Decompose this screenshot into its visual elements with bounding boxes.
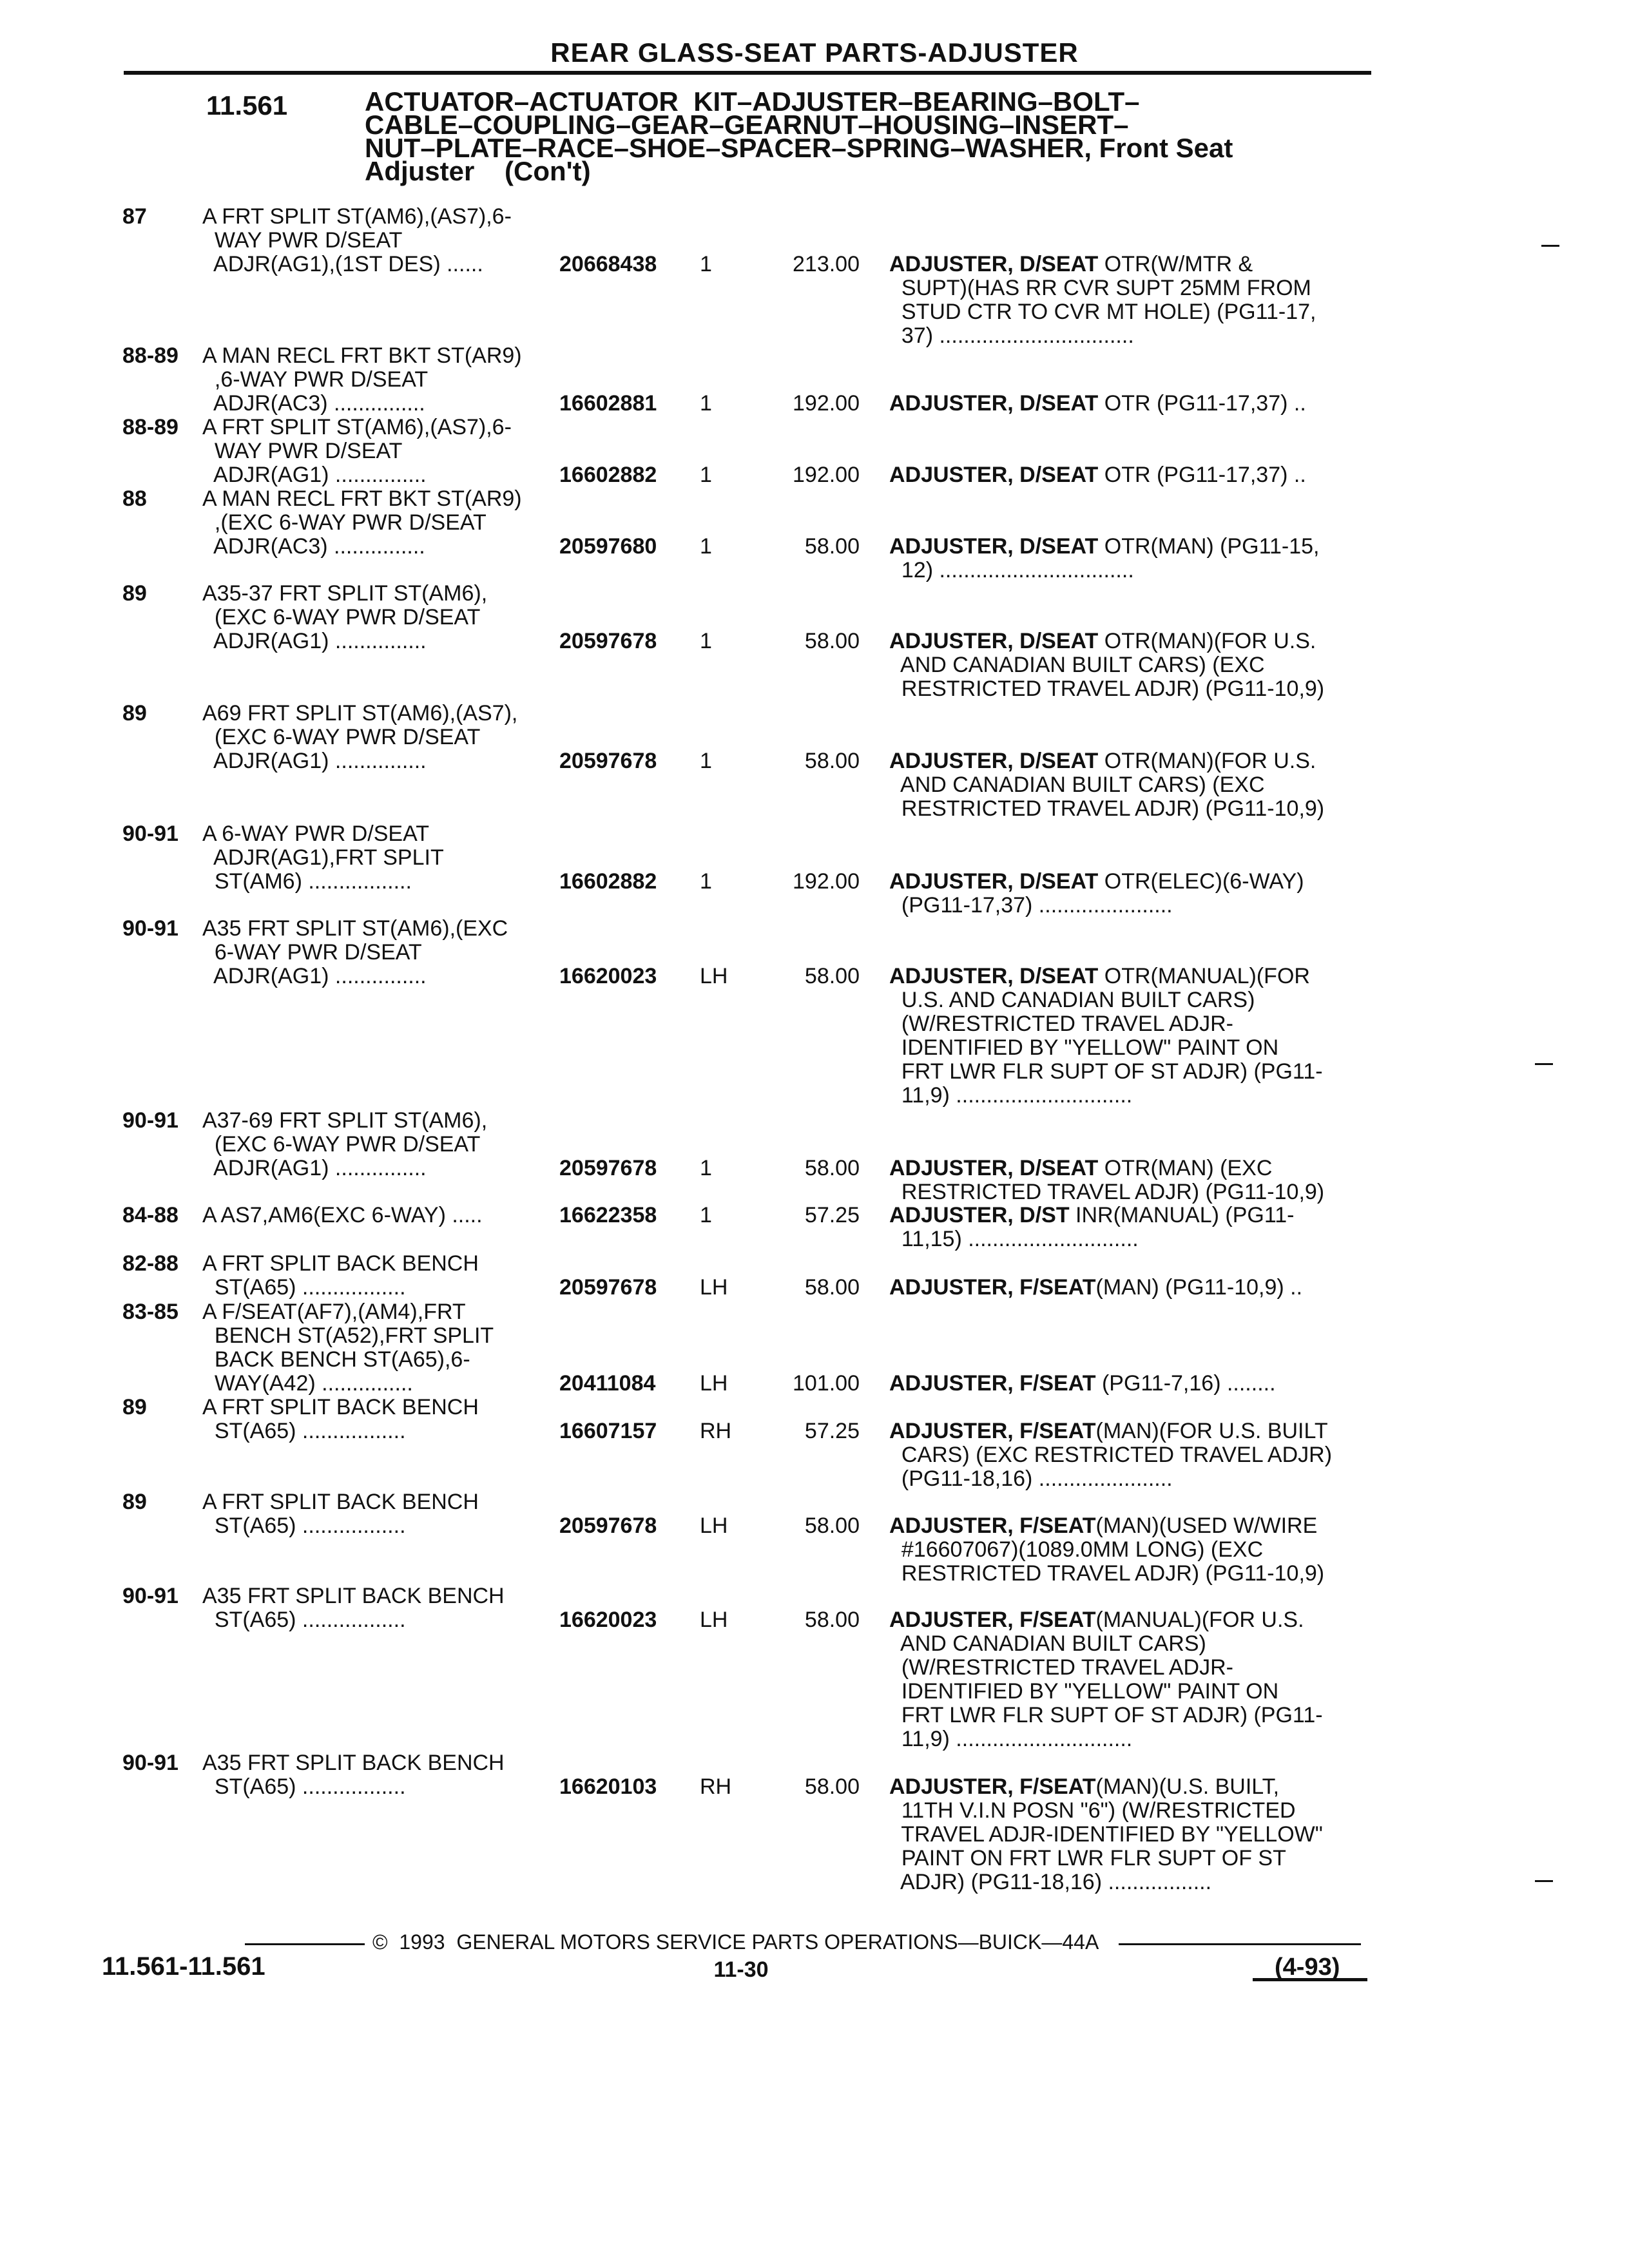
part-name: ADJUSTER, D/SEAT: [889, 391, 1099, 416]
quantity: 1: [700, 463, 712, 487]
price: 58.00: [804, 1774, 860, 1799]
usage-description: [202, 416, 512, 487]
section-title-line: CABLE–COUPLING–GEAR–GEARNUT–HOUSING–INSERT–: [365, 110, 1129, 140]
part-description-line: ADJUSTER, F/SEAT(MAN)(USED W/WIRE: [889, 1514, 1318, 1538]
usage-line: ST(A65) .................: [202, 1275, 406, 1300]
model-years: 89: [122, 1395, 147, 1419]
model-years: 84-88: [122, 1203, 178, 1227]
part-description: [889, 463, 1306, 487]
part-description-line: ADJUSTER, F/SEAT(MANUAL)(FOR U.S.: [889, 1608, 1304, 1632]
model-years: 88-89: [122, 415, 178, 439]
part-description-line: IDENTIFIED BY "YELLOW" PAINT ON: [889, 1679, 1279, 1704]
usage-description: [202, 917, 508, 988]
part-name: ADJUSTER, F/SEAT: [889, 1371, 1096, 1396]
price: 58.00: [804, 749, 860, 773]
usage-line: ADJR(AG1),FRT SPLIT: [202, 845, 444, 870]
quantity: RH: [700, 1419, 732, 1443]
usage-line: ADJR(AG1) ...............: [202, 629, 427, 653]
usage-description: [202, 1396, 479, 1443]
usage-line: ST(A65) .................: [202, 1419, 406, 1443]
model-years: 88: [122, 486, 147, 511]
usage-line: A69 FRT SPLIT ST(AM6),(AS7),: [202, 701, 518, 726]
model-years: 89: [122, 1490, 147, 1514]
part-number: 20597678: [559, 629, 657, 653]
part-name: ADJUSTER, F/SEAT: [889, 1419, 1096, 1443]
usage-line: (EXC 6-WAY PWR D/SEAT: [202, 725, 481, 749]
part-number: 16620023: [559, 964, 657, 988]
part-number: 20597678: [559, 1156, 657, 1180]
part-description-line: FRT LWR FLR SUPT OF ST ADJR) (PG11-: [889, 1703, 1323, 1727]
usage-line: A AS7,AM6(EXC 6-WAY) .....: [202, 1203, 483, 1227]
usage-line: ADJR(AC3) ...............: [202, 391, 425, 416]
price: 57.25: [804, 1419, 860, 1443]
usage-line: A FRT SPLIT BACK BENCH: [202, 1251, 479, 1276]
usage-line: ADJR(AG1) ...............: [202, 749, 427, 773]
price: 58.00: [804, 1514, 860, 1538]
usage-description: [202, 702, 517, 773]
part-number: 16602881: [559, 391, 657, 416]
model-years: 87: [122, 204, 147, 229]
section-title-line: Adjuster (Con't): [365, 156, 591, 186]
part-number: 16620023: [559, 1608, 657, 1632]
model-years: 90-91: [122, 1584, 178, 1608]
price: 58.00: [804, 629, 860, 653]
footer-rule-right: [1119, 1943, 1361, 1945]
model-years: 90-91: [122, 1751, 178, 1775]
usage-line: WAY PWR D/SEAT: [202, 228, 403, 253]
model-years: 90-91: [122, 822, 178, 846]
part-description-line: 11,9) .............................: [889, 1083, 1133, 1108]
usage-line: ,6-WAY PWR D/SEAT: [202, 367, 429, 392]
title-rule: [124, 71, 1371, 75]
part-description: [889, 749, 1324, 821]
part-description: [889, 1419, 1332, 1491]
part-description-line: ADJUSTER, D/SEAT OTR(ELEC)(6-WAY): [889, 869, 1304, 894]
part-description: [889, 1514, 1324, 1586]
quantity: 1: [700, 1203, 712, 1227]
part-name: ADJUSTER, D/SEAT: [889, 629, 1099, 653]
usage-description: [202, 822, 444, 894]
part-description-line: #16607067)(1089.0MM LONG) (EXC: [889, 1537, 1264, 1562]
part-description-line: 12) ................................: [889, 558, 1134, 582]
part-description-line: PAINT ON FRT LWR FLR SUPT OF ST: [889, 1846, 1286, 1870]
part-description-line: ADJUSTER, D/SEAT OTR(W/MTR &: [889, 252, 1253, 276]
part-description: [889, 1204, 1294, 1251]
usage-line: A FRT SPLIT BACK BENCH: [202, 1395, 479, 1419]
part-name: ADJUSTER, F/SEAT: [889, 1514, 1096, 1538]
part-description-line: RESTRICTED TRAVEL ADJR) (PG11-10,9): [889, 1561, 1325, 1586]
page-number: 11-30: [713, 1957, 769, 1982]
part-description-line: ADJUSTER, D/SEAT OTR(MAN)(FOR U.S.: [889, 749, 1316, 773]
part-description-line: ADJUSTER, F/SEAT (PG11-7,16) ........: [889, 1371, 1276, 1396]
part-number: 16607157: [559, 1419, 657, 1443]
price: 192.00: [793, 391, 860, 416]
part-description-line: IDENTIFIED BY "YELLOW" PAINT ON: [889, 1035, 1279, 1060]
model-years: 88-89: [122, 343, 178, 368]
usage-description: [202, 1252, 479, 1300]
model-years: 82-88: [122, 1251, 178, 1276]
part-description-line: U.S. AND CANADIAN BUILT CARS): [889, 988, 1255, 1012]
usage-description: [202, 1751, 505, 1799]
quantity: 1: [700, 869, 712, 894]
part-number: 20668438: [559, 252, 657, 276]
part-description-line: AND CANADIAN BUILT CARS) (EXC: [889, 773, 1265, 797]
part-number: 16602882: [559, 463, 657, 487]
usage-line: A FRT SPLIT ST(AM6),(AS7),6-: [202, 415, 512, 439]
part-description-line: ADJR) (PG11-18,16) .................: [889, 1870, 1212, 1894]
part-description-line: RESTRICTED TRAVEL ADJR) (PG11-10,9): [889, 796, 1325, 821]
usage-line: A F/SEAT(AF7),(AM4),FRT: [202, 1300, 466, 1324]
part-description-line: (W/RESTRICTED TRAVEL ADJR-: [889, 1012, 1233, 1036]
usage-line: (EXC 6-WAY PWR D/SEAT: [202, 1132, 481, 1157]
usage-description: [202, 487, 522, 559]
price: 101.00: [793, 1371, 860, 1396]
usage-line: ST(A65) .................: [202, 1608, 406, 1632]
part-description-line: RESTRICTED TRAVEL ADJR) (PG11-10,9): [889, 677, 1325, 701]
margin-tick: [1541, 245, 1559, 247]
price: 192.00: [793, 869, 860, 894]
usage-line: A37-69 FRT SPLIT ST(AM6),: [202, 1108, 488, 1133]
usage-line: BENCH ST(A52),FRT SPLIT: [202, 1323, 494, 1348]
part-description-line: 37) ................................: [889, 323, 1134, 348]
revision-underline: [1253, 1978, 1367, 1981]
part-number: 20597678: [559, 749, 657, 773]
usage-description: [202, 1204, 483, 1227]
part-description-line: ADJUSTER, D/SEAT OTR(MAN)(FOR U.S.: [889, 629, 1316, 653]
part-description-line: ADJUSTER, F/SEAT(MAN)(U.S. BUILT,: [889, 1774, 1280, 1799]
usage-line: ADJR(AG1) ...............: [202, 463, 427, 487]
usage-line: ADJR(AG1),(1ST DES) ......: [202, 252, 483, 276]
quantity: RH: [700, 1774, 732, 1799]
price: 58.00: [804, 1156, 860, 1180]
price: 58.00: [804, 1608, 860, 1632]
usage-line: ADJR(AG1) ...............: [202, 964, 427, 988]
usage-description: [202, 1490, 479, 1538]
part-name: ADJUSTER, D/SEAT: [889, 1156, 1099, 1180]
part-description-line: ADJUSTER, D/SEAT OTR (PG11-17,37) ..: [889, 463, 1306, 487]
part-description: [889, 629, 1324, 701]
copyright-notice: © 1993 GENERAL MOTORS SERVICE PARTS OPERATIONS—BUICK—44A: [372, 1930, 1099, 1954]
part-name: ADJUSTER, F/SEAT: [889, 1275, 1096, 1300]
part-description-line: (PG11-17,37) ......................: [889, 893, 1173, 918]
part-number: 20411084: [559, 1371, 656, 1396]
price: 58.00: [804, 964, 860, 988]
section-title-line: ACTUATOR–ACTUATOR KIT–ADJUSTER–BEARING–BOLT–: [365, 86, 1140, 117]
usage-line: 6-WAY PWR D/SEAT: [202, 940, 422, 965]
part-name: ADJUSTER, D/SEAT: [889, 252, 1099, 276]
page-title: REAR GLASS-SEAT PARTS-ADJUSTER: [550, 37, 1079, 68]
quantity: LH: [700, 1608, 728, 1632]
price: 58.00: [804, 1275, 860, 1300]
section-number: 11.561: [206, 90, 288, 120]
model-years: 90-91: [122, 1108, 178, 1133]
part-name: ADJUSTER, D/SEAT: [889, 534, 1099, 559]
part-description: [889, 1775, 1323, 1894]
part-name: ADJUSTER, D/SEAT: [889, 749, 1099, 773]
part-description-line: ADJUSTER, D/ST INR(MANUAL) (PG11-: [889, 1203, 1295, 1227]
part-description-line: ADJUSTER, D/SEAT OTR(MAN) (EXC: [889, 1156, 1273, 1180]
quantity: 1: [700, 391, 712, 416]
part-name: ADJUSTER, D/SEAT: [889, 964, 1099, 988]
quantity: 1: [700, 252, 712, 276]
margin-tick: [1535, 1880, 1553, 1882]
part-number: 16620103: [559, 1774, 657, 1799]
part-description-line: ADJUSTER, D/SEAT OTR(MANUAL)(FOR: [889, 964, 1310, 988]
part-description: [889, 1157, 1324, 1204]
usage-description: [202, 344, 522, 416]
usage-description: [202, 1109, 487, 1180]
price: 213.00: [793, 252, 860, 276]
part-description: [889, 253, 1316, 348]
quantity: LH: [700, 964, 728, 988]
part-description-line: ADJUSTER, F/SEAT(MAN)(FOR U.S. BUILT: [889, 1419, 1328, 1443]
part-description-line: STUD CTR TO CVR MT HOLE) (PG11-17,: [889, 300, 1316, 324]
usage-line: ADJR(AC3) ...............: [202, 534, 425, 559]
price: 192.00: [793, 463, 860, 487]
part-description: [889, 1372, 1276, 1396]
quantity: 1: [700, 629, 712, 653]
usage-line: A 6-WAY PWR D/SEAT: [202, 822, 430, 846]
quantity: 1: [700, 749, 712, 773]
part-description-line: (W/RESTRICTED TRAVEL ADJR-: [889, 1655, 1233, 1680]
usage-line: A35 FRT SPLIT BACK BENCH: [202, 1584, 505, 1608]
model-years: 89: [122, 701, 147, 726]
part-number: 20597678: [559, 1514, 657, 1538]
quantity: LH: [700, 1275, 728, 1300]
part-name: ADJUSTER, F/SEAT: [889, 1774, 1096, 1799]
part-description-line: FRT LWR FLR SUPT OF ST ADJR) (PG11-: [889, 1059, 1323, 1084]
usage-line: WAY(A42) ...............: [202, 1371, 413, 1396]
usage-line: WAY PWR D/SEAT: [202, 439, 403, 463]
usage-line: A MAN RECL FRT BKT ST(AR9): [202, 486, 522, 511]
price: 57.25: [804, 1203, 860, 1227]
part-number: 16602882: [559, 869, 657, 894]
model-years: 89: [122, 581, 147, 606]
part-description: [889, 1276, 1302, 1300]
usage-line: ST(A65) .................: [202, 1514, 406, 1538]
usage-line: (EXC 6-WAY PWR D/SEAT: [202, 605, 481, 629]
usage-line: ,(EXC 6-WAY PWR D/SEAT: [202, 510, 487, 535]
part-name: ADJUSTER, D/ST: [889, 1203, 1070, 1227]
usage-line: A MAN RECL FRT BKT ST(AR9): [202, 343, 522, 368]
part-description-line: AND CANADIAN BUILT CARS) (EXC: [889, 653, 1265, 677]
usage-line: A FRT SPLIT BACK BENCH: [202, 1490, 479, 1514]
usage-line: ST(A65) .................: [202, 1774, 406, 1799]
part-description: [889, 392, 1306, 416]
usage-line: A35 FRT SPLIT ST(AM6),(EXC: [202, 916, 508, 941]
part-description-line: (PG11-18,16) ......................: [889, 1466, 1173, 1491]
part-number: 20597678: [559, 1275, 657, 1300]
part-description: [889, 1608, 1323, 1751]
usage-line: ST(AM6) .................: [202, 869, 412, 894]
section-title: [365, 86, 1299, 186]
usage-line: BACK BENCH ST(A65),6-: [202, 1347, 470, 1372]
quantity: LH: [700, 1514, 728, 1538]
usage-description: [202, 205, 512, 276]
part-name: ADJUSTER, F/SEAT: [889, 1608, 1096, 1632]
model-years: 90-91: [122, 916, 178, 941]
margin-tick: [1535, 1063, 1553, 1065]
part-description-line: 11,9) .............................: [889, 1727, 1133, 1751]
usage-description: [202, 1584, 505, 1632]
usage-line: A FRT SPLIT ST(AM6),(AS7),6-: [202, 204, 512, 229]
part-description-line: TRAVEL ADJR-IDENTIFIED BY "YELLOW": [889, 1822, 1323, 1847]
part-description: [889, 965, 1323, 1108]
part-name: ADJUSTER, D/SEAT: [889, 869, 1099, 894]
quantity: 1: [700, 534, 712, 559]
part-description-line: SUPT)(HAS RR CVR SUPT 25MM FROM: [889, 276, 1311, 300]
usage-line: ADJR(AG1) ...............: [202, 1156, 427, 1180]
part-description-line: RESTRICTED TRAVEL ADJR) (PG11-10,9): [889, 1180, 1325, 1204]
part-description-line: ADJUSTER, D/SEAT OTR(MAN) (PG11-15,: [889, 534, 1320, 559]
price: 58.00: [804, 534, 860, 559]
part-description-line: ADJUSTER, F/SEAT(MAN) (PG11-10,9) ..: [889, 1275, 1303, 1300]
part-description-line: CARS) (EXC RESTRICTED TRAVEL ADJR): [889, 1443, 1333, 1467]
usage-description: [202, 582, 487, 653]
part-description: [889, 535, 1319, 582]
part-description: [889, 870, 1304, 918]
usage-description: [202, 1300, 494, 1396]
section-title-line: NUT–PLATE–RACE–SHOE–SPACER–SPRING–WASHER, Front Seat: [365, 133, 1233, 163]
revision-date: (4-93): [1275, 1954, 1340, 1981]
model-years: 83-85: [122, 1300, 178, 1324]
part-description-line: 11,15) ............................: [889, 1227, 1139, 1251]
usage-line: A35 FRT SPLIT BACK BENCH: [202, 1751, 505, 1775]
part-description-line: 11TH V.I.N POSN "6") (W/RESTRICTED: [889, 1798, 1296, 1823]
part-number: 16622358: [559, 1203, 657, 1227]
quantity: 1: [700, 1156, 712, 1180]
footer-rule-left: [245, 1943, 365, 1945]
usage-line: A35-37 FRT SPLIT ST(AM6),: [202, 581, 488, 606]
part-number: 20597680: [559, 534, 657, 559]
part-description-line: ADJUSTER, D/SEAT OTR (PG11-17,37) ..: [889, 391, 1306, 416]
part-name: ADJUSTER, D/SEAT: [889, 463, 1099, 487]
section-range: 11.561-11.561: [102, 1952, 265, 1981]
quantity: LH: [700, 1371, 728, 1396]
part-description-line: AND CANADIAN BUILT CARS): [889, 1631, 1206, 1656]
